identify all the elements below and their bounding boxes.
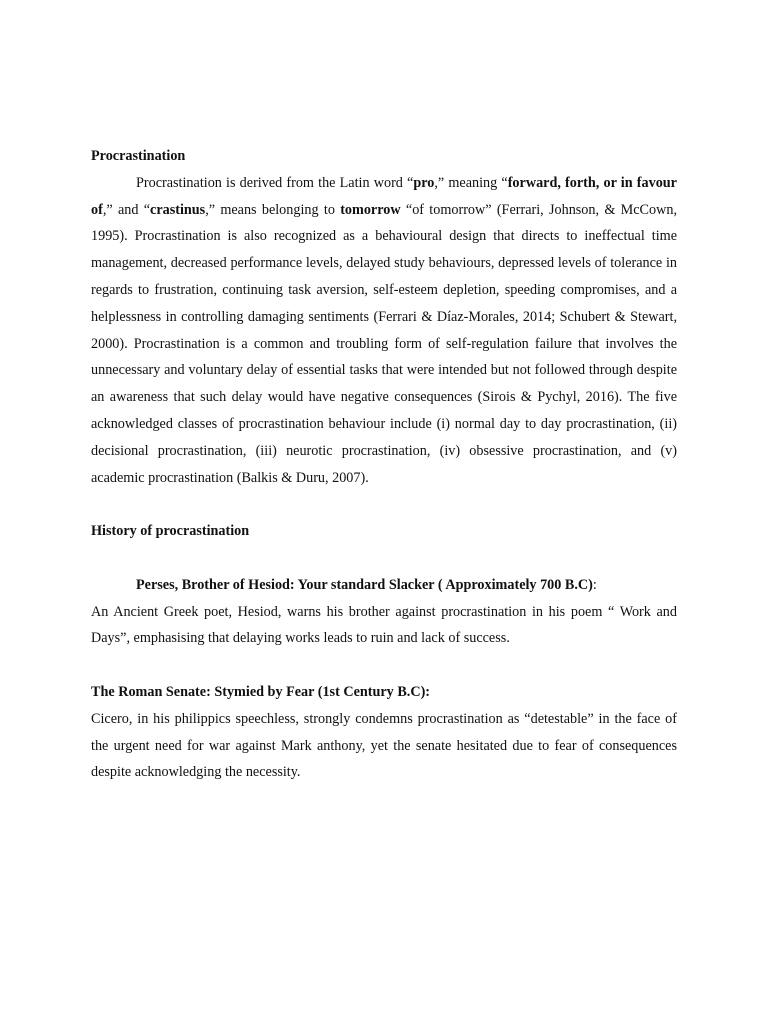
- bold-term: tomorrow: [340, 201, 401, 218]
- text-run: “of tomorrow” (Ferrari, Johnson, & McCown, 1995). Procrastination is also recognized as a behavioural design that directs to ineffectual time management, decreased performance levels, delayed study behaviours, depressed levels of tolerance in regards to frustration, continuing task aversion, self-esteem depletion, speeding compromises, and a helplessness in controlling damaging sentiments (Ferrari & Díaz-Morales, 2014; Schubert & Stewart, 2000). Procrastination is a common and troubling form of self-regulation failure that involves the unnecessary and voluntary delay of essential tasks that were intended but not followed through despite an awareness that such delay would have negative consequences (Sirois & Pychyl, 2016). The five acknowledged classes of procrastination behaviour include (i) normal day to day procrastination, (ii) decisional procrastination, (iii) neurotic procrastination, (iv) obsessive procrastination, and (v) academic procrastination (Balkis & Duru, 2007).: [91, 201, 677, 486]
- text-run: Procrastination is derived from the Latin word “: [136, 174, 414, 191]
- section-heading-procrastination: Procrastination: [91, 148, 186, 164]
- subheading-roman-senate: The Roman Senate: Stymied by Fear (1st Century B.C):: [91, 683, 431, 700]
- perses-paragraph: An Ancient Greek poet, Hesiod, warns his brother against procrastination in his poem “ Work and Days”, emphasising that delaying works leads to ruin and lack of success.: [91, 603, 677, 647]
- bold-term: forward, forth, or in favour of: [91, 174, 677, 218]
- text-run: ,” meaning “: [434, 174, 508, 191]
- text-run: ,” means belonging to: [205, 201, 341, 218]
- subheading-perses-text: Perses, Brother of Hesiod: Your standard Slacker ( Approximately 700 B.C): [136, 576, 593, 593]
- text-run: ,” and “: [102, 201, 151, 218]
- spacer: [91, 491, 677, 518]
- roman-senate-paragraph: Cicero, in his philippics speechless, strongly condemns procrastination as “detestable” in the face of the urgent need for war against Mark anthony, yet the senate hesitated due to fear of consequences despite acknowledging the necessity.: [91, 710, 677, 781]
- document-body: [91, 143, 677, 786]
- bold-term: crastinus: [150, 201, 206, 218]
- subheading-perses-colon: :: [592, 576, 597, 593]
- section-heading-history: History of procrastination: [91, 523, 250, 540]
- spacer: [91, 652, 677, 679]
- spacer: [91, 545, 677, 572]
- subheading-perses: [91, 572, 677, 599]
- procrastination-paragraph: [91, 170, 677, 492]
- bold-term: pro: [413, 174, 435, 191]
